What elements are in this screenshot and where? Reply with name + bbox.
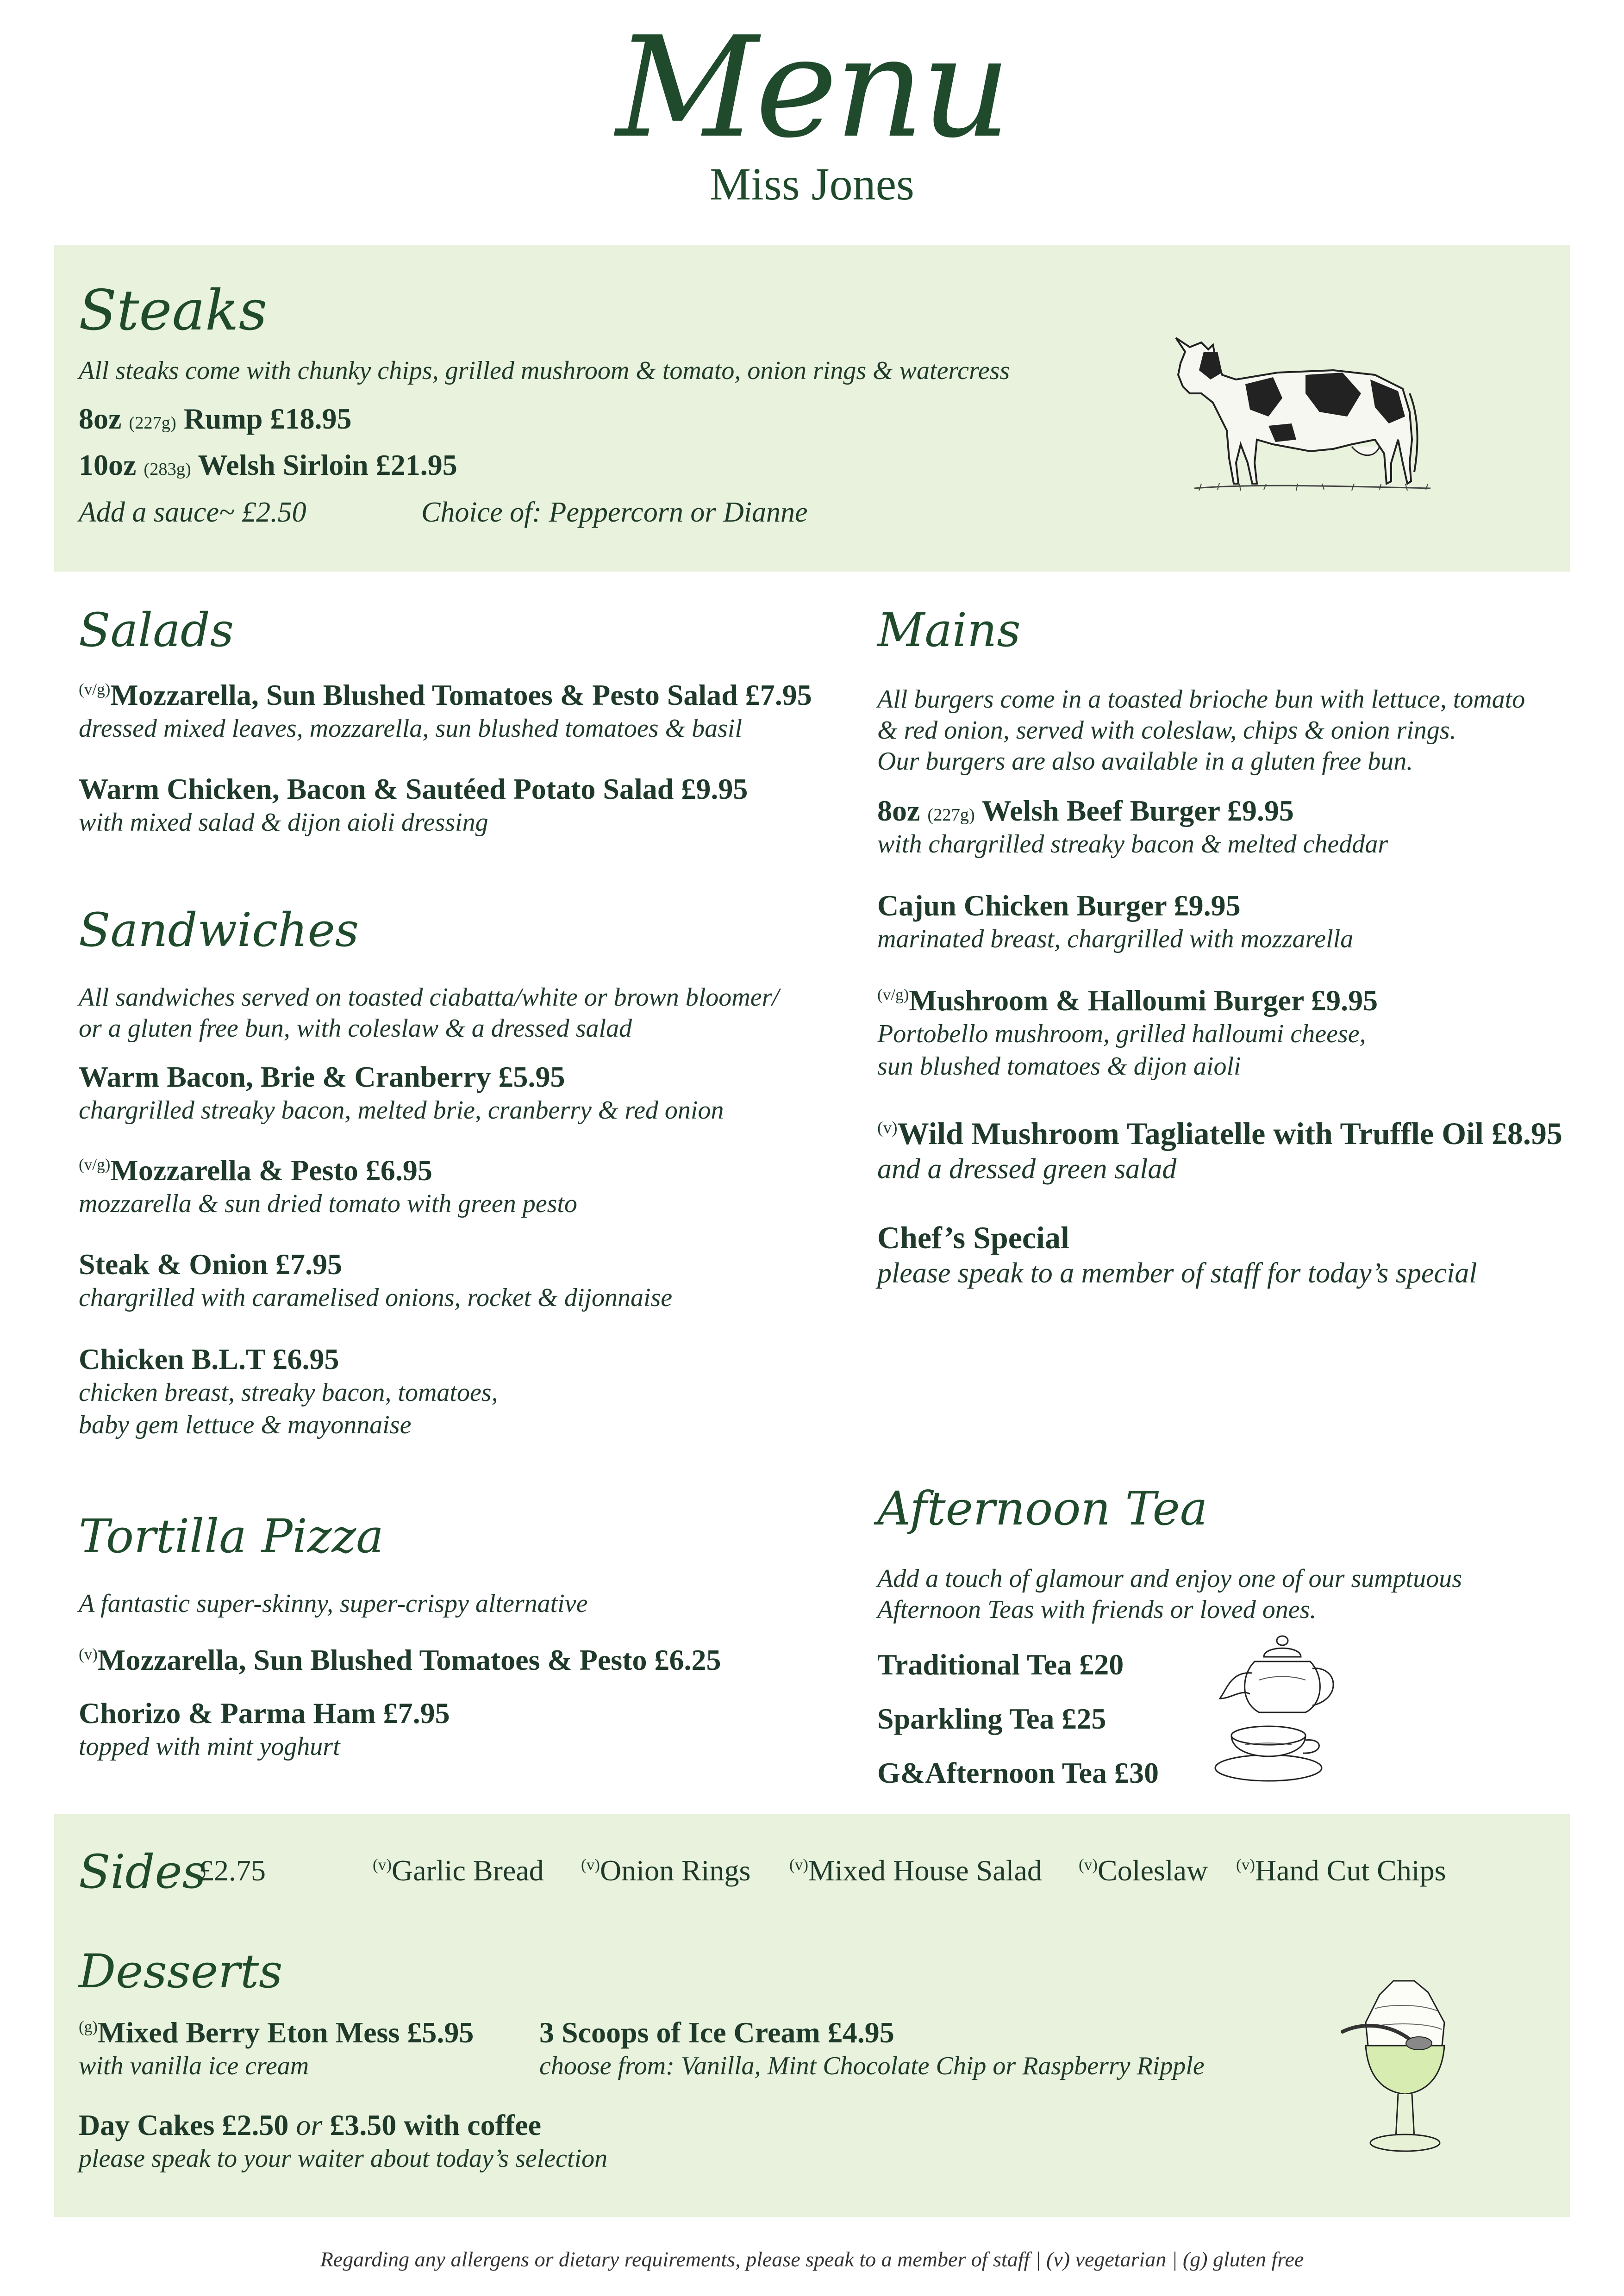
pizza-heading: Tortilla Pizza: [79, 1509, 384, 1563]
side-item-hand-cut-chips: $^{(v)}$Hand Cut Chips: [1236, 1854, 1446, 1887]
sandwich-item-mozzarella: $^{(v/g)}$Mozzarella & Pesto £6.95 mozzarella & sun dried tomato with green pesto: [79, 1154, 577, 1218]
sandwiches-intro: All sandwiches served on toasted ciabatta/white or brown bloomer/ or a gluten free bun, with coleslaw & a dressed salad: [79, 983, 779, 1043]
ice-cream-sundae-icon: [1333, 1967, 1491, 2171]
salad-item-chicken: Warm Chicken, Bacon & Sautéed Potato Salad £9.95 with mixed salad & dijon aioli dressing: [79, 772, 748, 837]
tea-item-traditional: Traditional Tea £20: [877, 1648, 1124, 1681]
teapot-icon: [1213, 1629, 1370, 1786]
desserts-heading: Desserts: [79, 1944, 283, 1998]
side-item-onion-rings: $^{(v)}$Onion Rings: [581, 1854, 751, 1887]
side-item-coleslaw: $^{(v)}$Coleslaw: [1079, 1854, 1208, 1887]
main-item-chefs-special: Chef’s Special please speak to a member of staff for today’s special: [877, 1220, 1477, 1289]
dessert-item-ice-cream: 3 Scoops of Ice Cream £4.95 choose from: Vanilla, Mint Chocolate Chip or Raspberry Ripple: [539, 2016, 1205, 2080]
restaurant-name: Miss Jones: [710, 158, 914, 210]
main-item-halloumi: $^{(v/g)}$Mushroom & Halloumi Burger £9.95 Portobello mushroom, grilled halloumi cheese, sun blushed tomatoes & dijon aioli: [877, 984, 1378, 1081]
tea-item-gin: G&Afternoon Tea £30: [877, 1756, 1159, 1789]
sandwich-item-blt: Chicken B.L.T £6.95 chicken breast, streaky bacon, tomatoes, baby gem lettuce & mayonnaise: [79, 1343, 498, 1439]
pizza-intro: A fantastic super-skinny, super-crispy alternative: [79, 1589, 588, 1618]
mains-heading: Mains: [877, 603, 1021, 657]
side-item-house-salad: $^{(v)}$Mixed House Salad: [789, 1854, 1042, 1887]
sauce-choice: Choice of: Peppercorn or Dianne: [421, 497, 808, 528]
steaks-heading: Steaks: [79, 279, 268, 343]
afternoon-tea-heading: Afternoon Tea: [877, 1481, 1208, 1536]
tea-item-sparkling: Sparkling Tea £25: [877, 1702, 1106, 1735]
main-item-beef-burger: 8oz (227g) Welsh Beef Burger £9.95 with chargrilled streaky bacon & melted cheddar: [877, 794, 1388, 859]
mains-intro: All burgers come in a toasted brioche bun with lettuce, tomato & red onion, served with coleslaw, chips & onion rings. Our burgers are also available in a gluten free bun.: [877, 685, 1525, 776]
sandwich-item-bacon-brie: Warm Bacon, Brie & Cranberry £5.95 chargrilled streaky bacon, melted brie, cranberry & red onion: [79, 1060, 724, 1125]
dessert-item-day-cakes: Day Cakes £2.50 or £3.50 with coffee please speak to your waiter about today’s selection: [79, 2109, 608, 2173]
salad-item-mozzarella: $^{(v/g)}$Mozzarella, Sun Blushed Tomatoes & Pesto Salad £7.95 dressed mixed leaves, mozzarella, sun blushed tomatoes & basil: [79, 678, 812, 743]
sandwich-item-steak: Steak & Onion £7.95 chargrilled with caramelised onions, rocket & dijonnaise: [79, 1248, 673, 1312]
steak-item-rump: 8oz (227g) Rump £18.95: [79, 402, 352, 435]
afternoon-tea-intro: Add a touch of glamour and enjoy one of our sumptuous Afternoon Teas with friends or loved ones.: [877, 1564, 1462, 1624]
main-item-tagliatelle: $^{(v)}$Wild Mushroom Tagliatelle with Truffle Oil £8.95 and a dressed green salad: [877, 1116, 1562, 1185]
steak-item-sirloin: 10oz (283g) Welsh Sirloin £21.95: [79, 448, 457, 481]
sandwiches-heading: Sandwiches: [79, 903, 359, 957]
main-item-cajun: Cajun Chicken Burger £9.95 marinated breast, chargrilled with mozzarella: [877, 889, 1354, 953]
salads-heading: Salads: [79, 603, 234, 657]
sauce-line: [79, 496, 306, 529]
pizza-item-mozzarella: $^{(v)}$Mozzarella, Sun Blushed Tomatoes & Pesto £6.25: [79, 1643, 721, 1676]
pizza-item-chorizo: Chorizo & Parma Ham £7.95 topped with mint yoghurt: [79, 1697, 450, 1761]
steaks-intro: All steaks come with chunky chips, grilled mushroom & tomato, onion rings & watercress: [79, 356, 1010, 385]
sauce-price: Add a sauce~ £2.50: [79, 497, 306, 528]
sides-heading: Sides: [79, 1845, 206, 1899]
allergen-footer: Regarding any allergens or dietary requirements, please speak to a member of staff | (v) vegetarian | (g) gluten free: [320, 2247, 1304, 2271]
cow-icon: [1157, 324, 1444, 523]
sides-price: £2.75: [199, 1854, 266, 1887]
dessert-item-eton-mess: $^{(g)}$Mixed Berry Eton Mess £5.95 with vanilla ice cream: [79, 2016, 474, 2080]
menu-title: Menu: [616, 7, 1008, 168]
side-item-garlic-bread: $^{(v)}$Garlic Bread: [373, 1854, 544, 1887]
